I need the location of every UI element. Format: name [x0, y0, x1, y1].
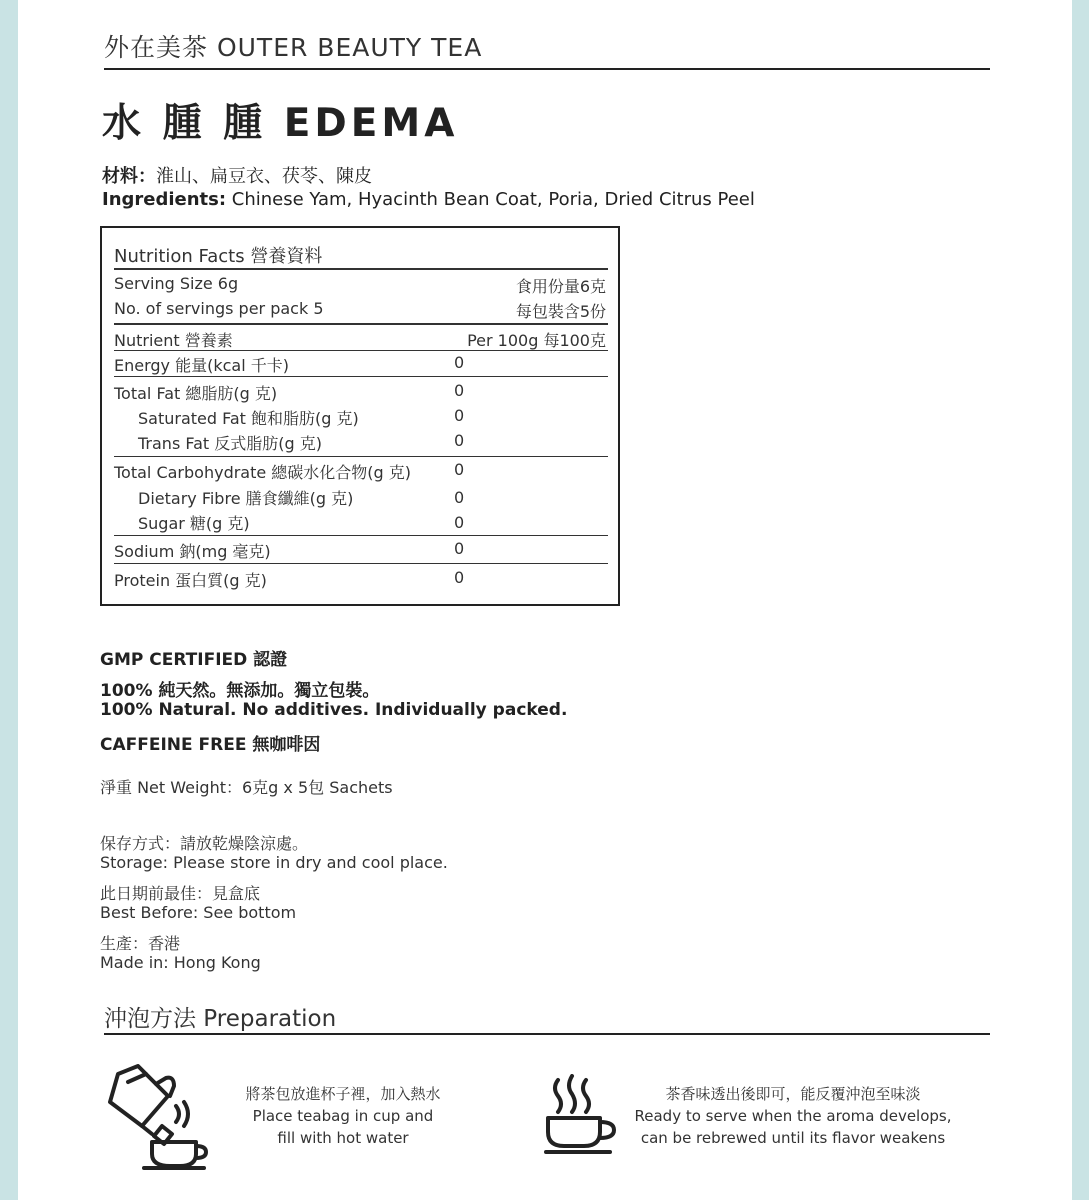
best-before-en: Best Before: See bottom — [100, 903, 297, 922]
nutrient-name: Energy 能量(kcal 千卡) — [114, 356, 289, 375]
nutrition-heading: Nutrition Facts 營養資料 — [114, 246, 323, 267]
nutrient-name: Protein 蛋白質(g 克) — [114, 571, 267, 590]
ingredients-zh — [102, 162, 372, 188]
nutrient-value: 0 — [454, 406, 465, 425]
step2-en-line2: can be rebrewed until its flavor weakens — [640, 1129, 946, 1147]
step2-zh: 茶香味透出後即可，能反覆沖泡至味淡 — [665, 1085, 921, 1103]
ingredients-zh-text: 淮山、扁豆衣、茯苓、陳皮 — [156, 166, 372, 187]
preparation-title: 沖泡方法 Preparation — [104, 1006, 337, 1032]
nutrition-divider — [114, 323, 608, 325]
nutrition-divider — [114, 350, 608, 351]
nutrient-name: Saturated Fat 飽和脂肪(g 克) — [138, 409, 359, 428]
caffeine-free: CAFFEINE FREE 無咖啡因 — [100, 735, 321, 755]
serving-size-zh: 食用份量6克 — [515, 277, 606, 296]
product-title: 水 腫 腫 EDEMA — [102, 101, 459, 146]
preparation-divider — [104, 1033, 990, 1035]
nutrient-value: 0 — [454, 460, 465, 479]
step1-zh: 將茶包放進杯子裡，加入熱水 — [245, 1085, 441, 1103]
nutrient-name: Total Fat 總脂肪(g 克) — [114, 384, 278, 403]
ingredients-zh-label: 材料： — [102, 166, 156, 187]
nutrient-value: 0 — [454, 568, 465, 587]
nutrient-value: 0 — [454, 381, 465, 400]
brand-line: 外在美茶 OUTER BEAUTY TEA — [104, 33, 483, 62]
nutrient-name: Trans Fat 反式脂肪(g 克) — [138, 434, 322, 453]
nutrition-divider — [114, 535, 608, 536]
gmp-certified: GMP CERTIFIED 認證 — [100, 650, 288, 670]
step1-en-line2: fill with hot water — [277, 1129, 409, 1147]
nutrient-name: Sugar 糖(g 克) — [138, 514, 250, 533]
nutrient-value: 0 — [454, 513, 465, 532]
nutrient-value: 0 — [454, 353, 465, 372]
step1-text — [218, 1083, 468, 1149]
step2-en-line1: Ready to serve when the aroma develops, — [634, 1107, 952, 1125]
kettle-pour-cup-icon — [104, 1062, 214, 1170]
nutrient-name: Dietary Fibre 膳食纖維(g 克) — [138, 489, 354, 508]
nutrition-facts-table — [100, 226, 620, 606]
per-100g-header: Per 100g 每100克 — [467, 331, 606, 350]
nutrient-name: Sodium 鈉(mg 毫克) — [114, 542, 271, 561]
nutrient-name: Total Carbohydrate 總碳水化合物(g 克) — [114, 463, 412, 482]
serving-size: Serving Size 6g — [114, 274, 239, 293]
nutrient-value: 0 — [454, 431, 465, 450]
best-before-zh: 此日期前最佳：見盒底 — [100, 884, 261, 903]
servings-per-pack-zh: 每包裝含5份 — [515, 302, 606, 321]
origin-en: Made in: Hong Kong — [100, 953, 261, 972]
natural-claim-zh: 100% 純天然。無添加。獨立包裝。 — [100, 681, 380, 701]
nutrition-divider — [114, 376, 608, 377]
nutrition-divider — [114, 268, 608, 270]
ingredients-en — [102, 189, 755, 210]
step2-text — [628, 1083, 958, 1149]
storage-en: Storage: Please store in dry and cool place. — [100, 853, 448, 872]
ingredients-en-label: Ingredients: — [102, 189, 227, 210]
header-divider — [104, 68, 990, 70]
product-label-page — [18, 0, 1072, 1200]
ingredients-en-text: Chinese Yam, Hyacinth Bean Coat, Poria, Dried Citrus Peel — [226, 189, 755, 210]
step1-en-line1: Place teabag in cup and — [252, 1107, 434, 1125]
natural-claim-en: 100% Natural. No additives. Individually packed. — [100, 700, 568, 720]
nutrition-divider — [114, 456, 608, 457]
steaming-cup-icon — [544, 1074, 620, 1156]
nutrient-value: 0 — [454, 539, 465, 558]
nutrition-divider — [114, 563, 608, 564]
net-weight: 淨重 Net Weight：6克g x 5包 Sachets — [100, 778, 393, 797]
nutrient-header: Nutrient 營養素 — [114, 331, 233, 350]
storage-zh: 保存方式：請放乾燥陰涼處。 — [100, 834, 309, 853]
servings-per-pack: No. of servings per pack 5 — [114, 299, 324, 318]
nutrient-value: 0 — [454, 488, 465, 507]
origin-zh: 生產：香港 — [100, 934, 181, 953]
